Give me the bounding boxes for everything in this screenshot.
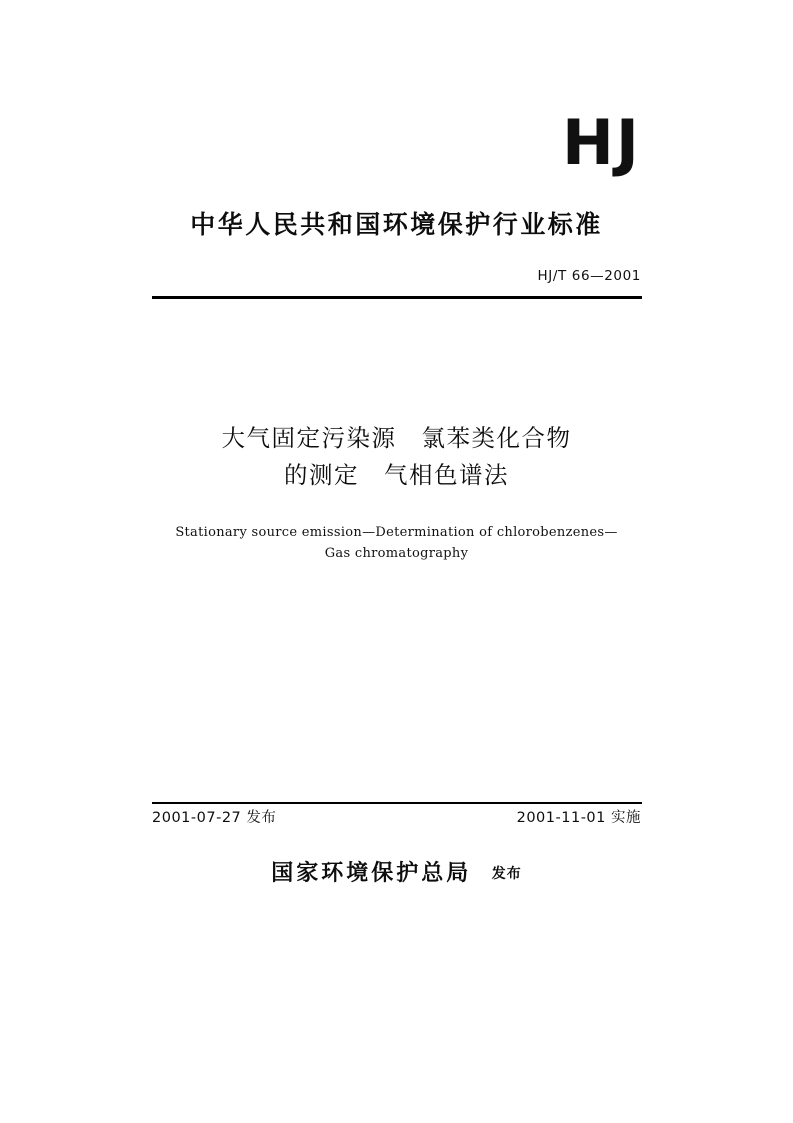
issuing-authority-name: 国家环境保护总局 bbox=[271, 861, 472, 886]
standard-logo bbox=[0, 106, 793, 179]
divider-bottom bbox=[152, 802, 642, 804]
issuing-authority-verb: 发布 bbox=[491, 866, 522, 882]
issuing-authority bbox=[0, 856, 793, 887]
document-title-english-line2: Gas chromatography bbox=[324, 546, 469, 561]
document-title-chinese bbox=[0, 420, 793, 494]
standard-header-chinese: 中华人民共和国环境保护行业标准 bbox=[190, 210, 603, 239]
divider-top bbox=[152, 296, 642, 299]
effective-date: 2001-11-01 实施 bbox=[516, 810, 641, 826]
standard-number: HJ/T 66—2001 bbox=[537, 268, 641, 284]
document-title-english bbox=[0, 522, 793, 564]
document-title-english-line1: Stationary source emission—Determination of chlorobenzenes— bbox=[175, 525, 618, 540]
document-title-chinese-line1: 大气固定污染源 氯苯类化合物 bbox=[221, 424, 572, 452]
issue-date: 2001-07-27 发布 bbox=[152, 810, 277, 826]
document-title-chinese-line2: 的测定 气相色谱法 bbox=[284, 461, 509, 489]
hj-logo-text: HJ bbox=[562, 106, 641, 179]
